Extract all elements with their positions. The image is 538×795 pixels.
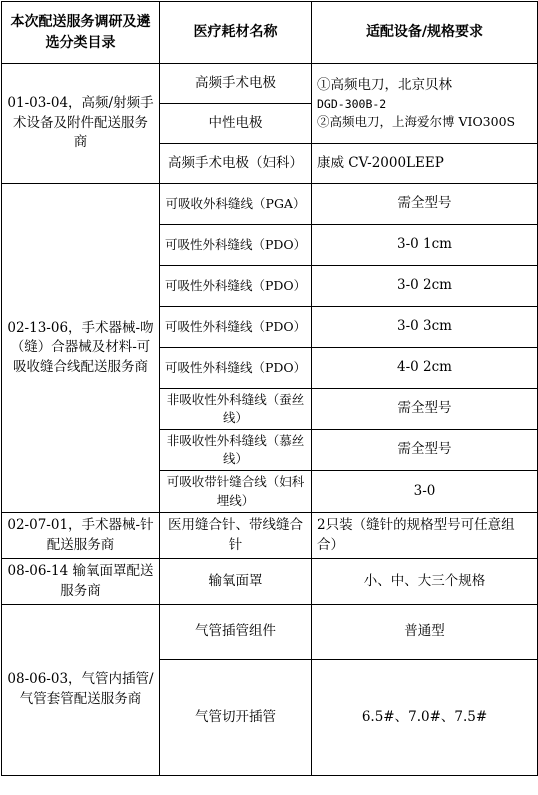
item-name-cell: 高频手术电极 [160, 64, 312, 104]
spec-line: ②高频电刀，上海爱尔博 VIO300S [317, 113, 516, 129]
table-row [2, 559, 538, 605]
spec-cell: 3-0 3cm [312, 307, 538, 348]
item-name-cell: 气管插管组件 [160, 605, 312, 660]
item-name-cell: 高频手术电极（妇科） [160, 144, 312, 184]
item-name-cell: 可吸收带针缝合线（妇科埋线） [160, 471, 312, 513]
spec-cell: 需全型号 [312, 184, 538, 225]
spec-cell: 3-0 [312, 471, 538, 513]
item-name-cell: 医用缝合针、带线缝合针 [160, 513, 312, 559]
spec-cell: 4-0 2cm [312, 348, 538, 389]
spec-cell: 小、中、大三个规格 [312, 559, 538, 605]
spec-line: ①高频电刀，北京贝林 [317, 77, 452, 94]
category-cell: 02-13-06，手术器械-吻（缝）合器械及材料-可吸收缝合线配送服务商 [2, 184, 160, 513]
item-name-cell: 可吸性外科缝线（PDO） [160, 225, 312, 266]
item-name-cell: 中性电极 [160, 104, 312, 144]
item-name-cell: 可吸性外科缝线（PDO） [160, 266, 312, 307]
spec-cell: 6.5#、7.0#、7.5# [312, 660, 538, 776]
spec-cell: 需全型号 [312, 389, 538, 430]
item-name-cell: 气管切开插管 [160, 660, 312, 776]
item-name-cell: 可吸性外科缝线（PDO） [160, 307, 312, 348]
table-row [2, 184, 538, 225]
table-row [2, 513, 538, 559]
catalog-table [1, 1, 538, 776]
spec-cell: 需全型号 [312, 430, 538, 471]
header-spec: 适配设备/规格要求 [312, 2, 538, 64]
category-cell: 02-07-01，手术器械-针配送服务商 [2, 513, 160, 559]
header-item-name: 医疗耗材名称 [160, 2, 312, 64]
spec-cell [312, 64, 538, 144]
item-name-cell: 非吸收性外科缝线（蚕丝线） [160, 389, 312, 430]
spec-cell: 普通型 [312, 605, 538, 660]
table-row [2, 605, 538, 660]
item-name-cell: 非吸收性外科缝线（慕丝线） [160, 430, 312, 471]
spec-cell: 2只装（缝针的规格型号可任意组合） [312, 513, 538, 559]
item-name-cell: 输氧面罩 [160, 559, 312, 605]
spec-cell: 3-0 1cm [312, 225, 538, 266]
header-category: 本次配送服务调研及遴选分类目录 [2, 2, 160, 64]
spec-line: DGD-300B-2 [317, 96, 387, 111]
item-name-cell: 可吸性外科缝线（PDO） [160, 348, 312, 389]
item-name-cell: 可吸收外科缝线（PGA） [160, 184, 312, 225]
table-row [2, 64, 538, 104]
header-row [2, 2, 538, 64]
category-cell: 08-06-03，气管内插管/气管套管配送服务商 [2, 605, 160, 776]
category-cell: 08-06-14 输氧面罩配送服务商 [2, 559, 160, 605]
category-cell: 01-03-04，高频/射频手术设备及附件配送服务商 [2, 64, 160, 184]
spec-cell: 3-0 2cm [312, 266, 538, 307]
spec-cell: 康威 CV-2000LEEP [312, 144, 538, 184]
